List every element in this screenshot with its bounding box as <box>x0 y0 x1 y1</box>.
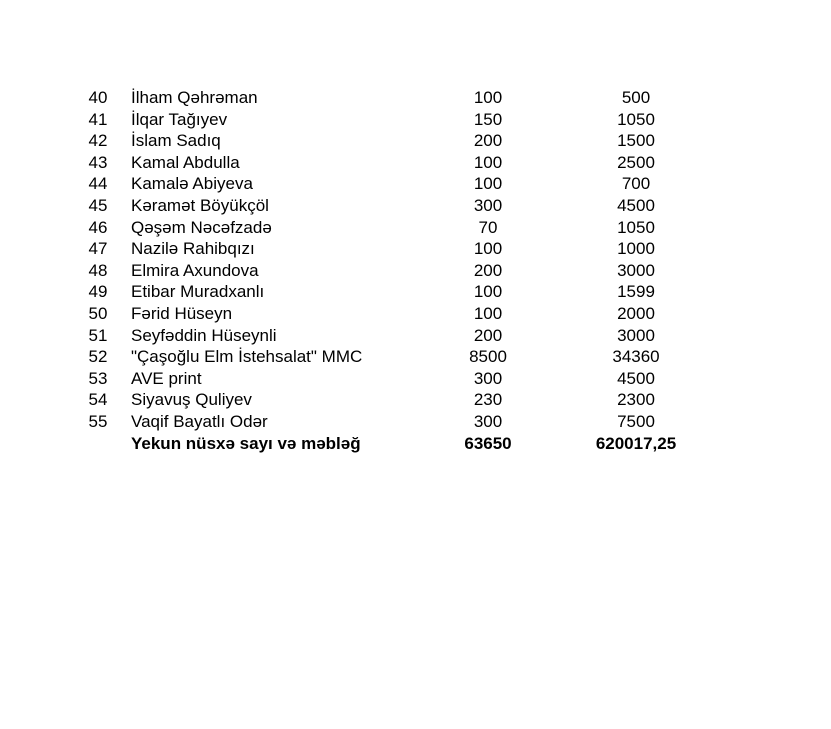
row-quantity: 70 <box>478 217 498 237</box>
table-row <box>0 411 831 433</box>
row-number: 44 <box>88 174 108 194</box>
table-row <box>0 87 831 109</box>
table-row <box>0 130 831 152</box>
row-amount: 4500 <box>617 195 655 215</box>
table-row <box>0 325 831 347</box>
total-quantity: 63650 <box>464 433 512 453</box>
row-name: "Çaşoğlu Elm İstehsalat" MMC <box>131 347 363 367</box>
row-quantity: 200 <box>473 325 503 345</box>
row-name: Siyavuş Quliyev <box>131 390 252 410</box>
row-amount: 700 <box>621 174 651 194</box>
row-quantity: 300 <box>473 195 503 215</box>
row-quantity: 150 <box>473 109 503 129</box>
row-quantity: 230 <box>473 390 503 410</box>
row-name: İslam Sadıq <box>131 131 221 151</box>
row-number: 41 <box>88 109 108 129</box>
row-name: Vaqif Bayatlı Odər <box>131 411 268 431</box>
row-amount: 3000 <box>617 260 655 280</box>
row-name: Fərid Hüseyn <box>131 303 233 323</box>
row-quantity: 100 <box>473 303 503 323</box>
row-name: Elmira Axundova <box>131 260 259 280</box>
table-row <box>0 238 831 260</box>
row-name: İlqar Tağıyev <box>131 109 228 129</box>
row-number: 51 <box>88 325 108 345</box>
row-quantity: 200 <box>473 260 503 280</box>
total-row <box>0 433 831 455</box>
row-number: 54 <box>88 390 108 410</box>
table-row <box>0 260 831 282</box>
row-amount: 1050 <box>617 217 655 237</box>
row-amount: 1050 <box>617 109 655 129</box>
row-amount: 500 <box>621 88 651 107</box>
row-quantity: 100 <box>473 282 503 302</box>
row-number: 42 <box>88 131 108 151</box>
row-amount: 7500 <box>617 411 655 431</box>
table-row <box>0 389 831 411</box>
publication-table <box>0 87 831 454</box>
row-quantity: 100 <box>473 174 503 194</box>
row-amount: 1000 <box>617 239 655 259</box>
table-row <box>0 152 831 174</box>
table-row <box>0 281 831 303</box>
row-name: AVE print <box>131 368 202 388</box>
row-number: 45 <box>88 195 108 215</box>
row-amount: 2500 <box>617 152 655 172</box>
row-amount: 1500 <box>617 131 655 151</box>
table-row <box>0 195 831 217</box>
row-number: 47 <box>88 239 108 259</box>
row-quantity: 100 <box>473 88 503 107</box>
total-amount: 620017,25 <box>595 433 677 453</box>
row-number: 50 <box>88 303 108 323</box>
row-name: İlham Qəhrəman <box>131 88 258 107</box>
row-number: 55 <box>88 411 108 431</box>
row-amount: 1599 <box>617 282 655 302</box>
row-name: Kəramət Böyükçöl <box>131 195 269 215</box>
row-quantity: 300 <box>473 368 503 388</box>
row-amount: 2000 <box>617 303 655 323</box>
row-quantity: 100 <box>473 152 503 172</box>
row-quantity: 300 <box>473 411 503 431</box>
row-number: 40 <box>88 88 108 107</box>
row-number: 43 <box>88 152 108 172</box>
row-number: 46 <box>88 217 108 237</box>
row-number: 53 <box>88 368 108 388</box>
row-name: Qəşəm Nəcəfzadə <box>131 217 272 237</box>
row-quantity: 200 <box>473 131 503 151</box>
table-row <box>0 368 831 390</box>
row-quantity: 8500 <box>469 347 507 367</box>
row-name: Kamalə Abiyeva <box>131 174 253 194</box>
table-row <box>0 346 831 368</box>
total-label: Yekun nüsxə sayı və məbləğ <box>131 433 361 453</box>
row-number: 49 <box>88 282 108 302</box>
row-amount: 4500 <box>617 368 655 388</box>
row-amount: 34360 <box>612 347 660 367</box>
row-name: Nazilə Rahibqızı <box>131 239 255 259</box>
row-name: Seyfəddin Hüseynli <box>131 325 277 345</box>
row-amount: 2300 <box>617 390 655 410</box>
row-number: 52 <box>88 347 108 367</box>
table-rows <box>0 87 831 433</box>
table-row <box>0 303 831 325</box>
row-quantity: 100 <box>473 239 503 259</box>
row-name: Etibar Muradxanlı <box>131 282 265 302</box>
row-amount: 3000 <box>617 325 655 345</box>
table-row <box>0 217 831 239</box>
row-name: Kamal Abdulla <box>131 152 240 172</box>
row-number: 48 <box>88 260 108 280</box>
table-row <box>0 109 831 131</box>
table-row <box>0 173 831 195</box>
